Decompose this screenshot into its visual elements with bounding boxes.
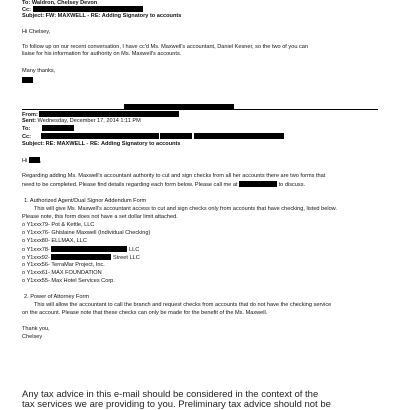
account-item: o Y1xxx80- ELLMAX, LLC — [22, 238, 87, 244]
paragraph-line: This will allow the accountant to call the branch and request checks from accounts that do not have the checking service — [34, 302, 332, 308]
redaction-block — [239, 181, 277, 187]
greeting-text: Hi — [22, 158, 28, 164]
cc-label: Cc: — [22, 134, 32, 140]
paragraph-line — [22, 181, 305, 189]
paragraph-line: To follow up on our recent conversation, I have cc'd Ms. Maxwell's accountant, Daniel Kesner, so the two of you can — [22, 44, 309, 50]
redaction-block — [22, 77, 33, 83]
redaction-block — [51, 254, 111, 260]
account-item: o Y1xxx55- Max Hotel Services Corp. — [22, 278, 115, 284]
paragraph-line: Please note, this form does not have a set dollar limit attached. — [22, 214, 178, 220]
cc-label: Cc: — [22, 7, 32, 13]
cc-line — [22, 133, 284, 141]
redaction-block — [33, 6, 143, 12]
signature: Chelsey — [22, 334, 43, 340]
paragraph-line: on the account. Please note that these checks can only be made for the benefit of the Ms. Maxwell. — [22, 310, 268, 316]
account-item — [22, 254, 140, 262]
subject-label: Subject: — [22, 13, 45, 19]
redaction-block — [42, 125, 74, 131]
to-label: To: — [22, 126, 31, 132]
to-line — [22, 125, 74, 133]
paragraph-text: need to be completed. Please find details regarding each form below. Please call me at — [22, 182, 238, 188]
redaction-block — [39, 111, 179, 117]
to-line-text: To: Waldron, Chelsey Devon — [22, 0, 98, 6]
account-item: o Y1xxx61- MAX FOUNDATION — [22, 270, 102, 276]
redaction-block — [51, 246, 127, 252]
account-text: Street LLC — [113, 255, 140, 261]
account-item — [22, 246, 139, 254]
closing: Many thanks, — [22, 68, 56, 74]
redaction-block — [29, 157, 40, 163]
subject-value: FW: MAXWELL - RE: Adding Signatory to accounts — [45, 13, 182, 19]
from-label: From: — [22, 112, 38, 118]
sent-value: Wednesday, December 17, 2014 1:11 PM — [37, 118, 141, 124]
list-item-title: 2. Power of Attorney Form — [24, 294, 89, 300]
subject-value: RE: MAXWELL - RE: Adding Signatory to accounts — [45, 141, 181, 147]
paragraph-line: This will give Ms. Maxwell's accountant access to cut and sign checks only from accounts that have checking, listed below. — [34, 206, 337, 212]
account-text: LLC — [129, 247, 140, 253]
subject-line — [22, 141, 181, 148]
account-text: o Y1xxx92- — [22, 255, 50, 261]
account-item: o Y1xxx79- Pot & Kettle, LLC — [22, 222, 95, 228]
redaction-block — [160, 133, 192, 139]
subject-line — [22, 13, 181, 20]
sent-line — [22, 118, 141, 125]
redaction-block — [194, 133, 284, 139]
disclaimer-line: Any tax advice in this e-mail should be considered in the context of the — [22, 389, 319, 400]
paragraph-text: to discuss. — [278, 182, 306, 188]
paragraph-line: liaise for his information for authority on Ms. Maxwell's accounts. — [22, 51, 182, 57]
sent-label: Sent: — [22, 118, 36, 124]
account-item: o Y1xxx76- Ghislaine Maxwell (Individual Checking) — [22, 230, 151, 236]
list-item-title: 1. Authorized Agent/Dual Signor Addendum Form — [24, 198, 147, 204]
redaction-block — [41, 133, 159, 139]
greeting: Hi Chelsey, — [22, 29, 51, 35]
signature-line — [22, 77, 33, 85]
redaction-block — [124, 104, 234, 110]
paragraph-line: Regarding adding Ms. Maxwell's accountant authority to cut and sign checks from all her accounts there are two forms that — [22, 173, 326, 179]
subject-label: Subject: — [22, 141, 45, 147]
account-item: o Y1xxx56- TerraMar Project, Inc. — [22, 262, 105, 268]
disclaimer-line: tax services we are providing to you. Preliminary tax advice should not be — [22, 399, 331, 410]
account-text: o Y1xxx78- — [22, 247, 50, 253]
thanks: Thank you, — [22, 326, 50, 332]
greeting: Hi , — [22, 158, 42, 164]
disclaimer-line-clipped — [22, 398, 331, 410]
